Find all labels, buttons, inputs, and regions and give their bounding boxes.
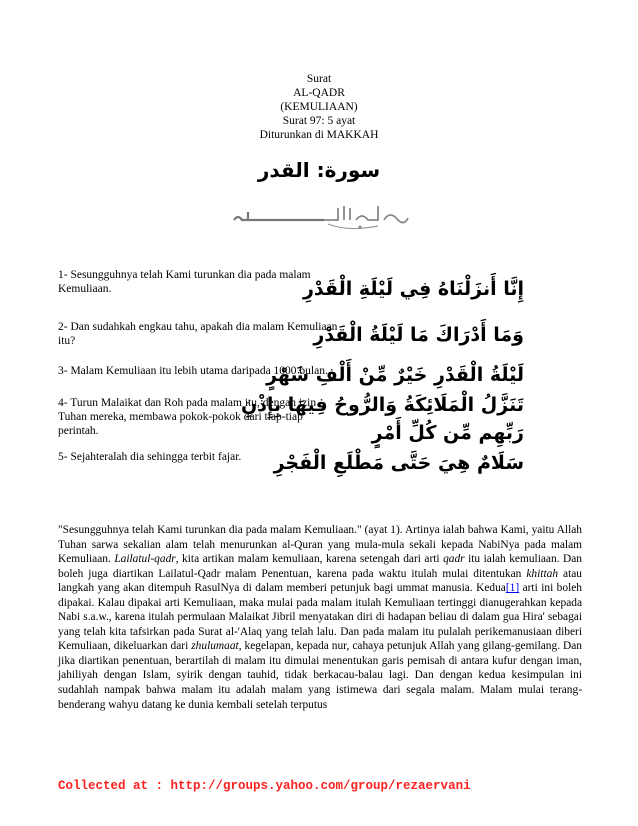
verse-4-arabic: تَنَزَّلُ الْمَلَائِكَةُ وَالرُّوحُ فِيهَا بِإِذْنِ [240,394,524,416]
verse-3-arabic: لَيْلَةُ الْقَدْرِ خَيْرٌ مِّنْ أَلْفِ شَهْرٍ [266,364,524,386]
verse-4-translation: 4- Turun Malaikat dan Roh pada malam itu, dengan izin Tuhan mereka, membawa pokok-pokok dari tiap-tiap perintah. [58,397,317,437]
term-lailatul-qadr: Lailatul-qadr [114,553,176,566]
term-zhulumaat: zhulumaat [191,640,239,653]
term-qadr: qadr [443,553,465,566]
header-line-name: AL-QADR [293,87,345,99]
collected-at-footer: Collected at : http://groups.yahoo.com/group/rezaervani [58,779,471,793]
commentary-paragraph [58,523,582,712]
header-line-revealed: Diturunkan di MAKKAH [259,129,379,141]
verse-4-arabic-continued: رَبِّهِم مِّن كُلِّ أَمْرٍ [371,422,524,444]
basmala-calligraphy-icon [228,200,412,234]
verse-5-translation: 5- Sejahteralah dia sehingga terbit fajar. [58,451,242,463]
commentary-segment: arti ini boleh dipakai. Kalau dipakai arti Kemuliaan, maka mulai pada malam itulah Kemuliaan tertinggi dianugerahkan kepada Nabi s.a.w., karena itulah permulaan Malaikat Jibril menyatakan diri di hadapan beliau di dalam gua Hira' sebagai yang telah kita tafsirkan pada Surat al-'Alaq yang telah lalu. Dan pada malam itu pulalah perikemanusiaan diberi Kemuliaan, dikeluarkan dari [58,582,582,653]
commentary-segment: , kita artikan malam kemuliaan, karena setengah dari arti [175,553,444,566]
header-line-surat: Surat [306,73,332,85]
commentary-segment: "Sesungguhnya telah Kami turunkan dia pada malam Kemuliaan." (ayat 1). Artinya ialah bahwa Kami, yaitu Allah Tuhan sarwa sekalian alam telah menurunkan al-Quran yang mula-mula sekali kepada NabiNya pada malam Kemuliaan. [58,524,582,566]
commentary-segment: , kegelapan, kepada nur, cahaya petunjuk Allah yang gilang-gemilang. Dan jika diartikan penentuan, berartilah di malam itu dimulai menentukan garis pemisah di antara kufur dengan iman, jahiliyah dengan Islam, syirik dengan tauhid, tidak berkacau-balau lagi. Dan dengan kedua kesimpulan ini sudahlah nampak bahwa malam itu adalah malam yang istimewa dari segala malam. Malam mulai terang-benderang wahyu datang ke dunia kembali setelah terputus [58,640,583,711]
header-line-meaning: (KEMULIAAN) [280,101,358,113]
verse-2-arabic: وَمَا أَدْرَاكَ مَا لَيْلَةُ الْقَدْرِ [313,324,524,346]
verse-2-translation: 2- Dan sudahkah engkau tahu, apakah dia malam Kemuliaan itu? [58,321,338,347]
commentary-text [58,523,582,712]
verse-5-arabic: سَلَامٌ هِيَ حَتَّى مَطْلَعِ الْفَجْرِ [273,452,524,474]
header-line-count: Surat 97: 5 ayat [282,115,356,127]
footnote-link[interactable]: [1] [505,582,520,595]
surah-header [0,72,638,142]
verse-1-arabic: إِنَّا أَنزَلْنَاهُ فِي لَيْلَةِ الْقَدْرِ [302,278,524,300]
term-khittah: khittah [526,567,559,580]
verse-1-translation: 1- Sesungguhnya telah Kami turunkan dia pada malam Kemuliaan. [58,269,311,295]
arabic-surah-title: سورة: القدر [257,158,381,182]
verse-3-translation: 3- Malam Kemuliaan itu lebih utama daripada 1000 bulan. [58,365,328,377]
commentary-segment: atau langkah yang akan ditempuh RasulNya di dalam memberi petunjuk bagi ummat manusia. Kedua [58,567,582,595]
commentary-segment: itu ialah kemuliaan. Dan boleh juga diartikan Lailatul-Qadr malam Penentuan, karena pada waktu itulah mulai ditentukan [58,553,582,580]
